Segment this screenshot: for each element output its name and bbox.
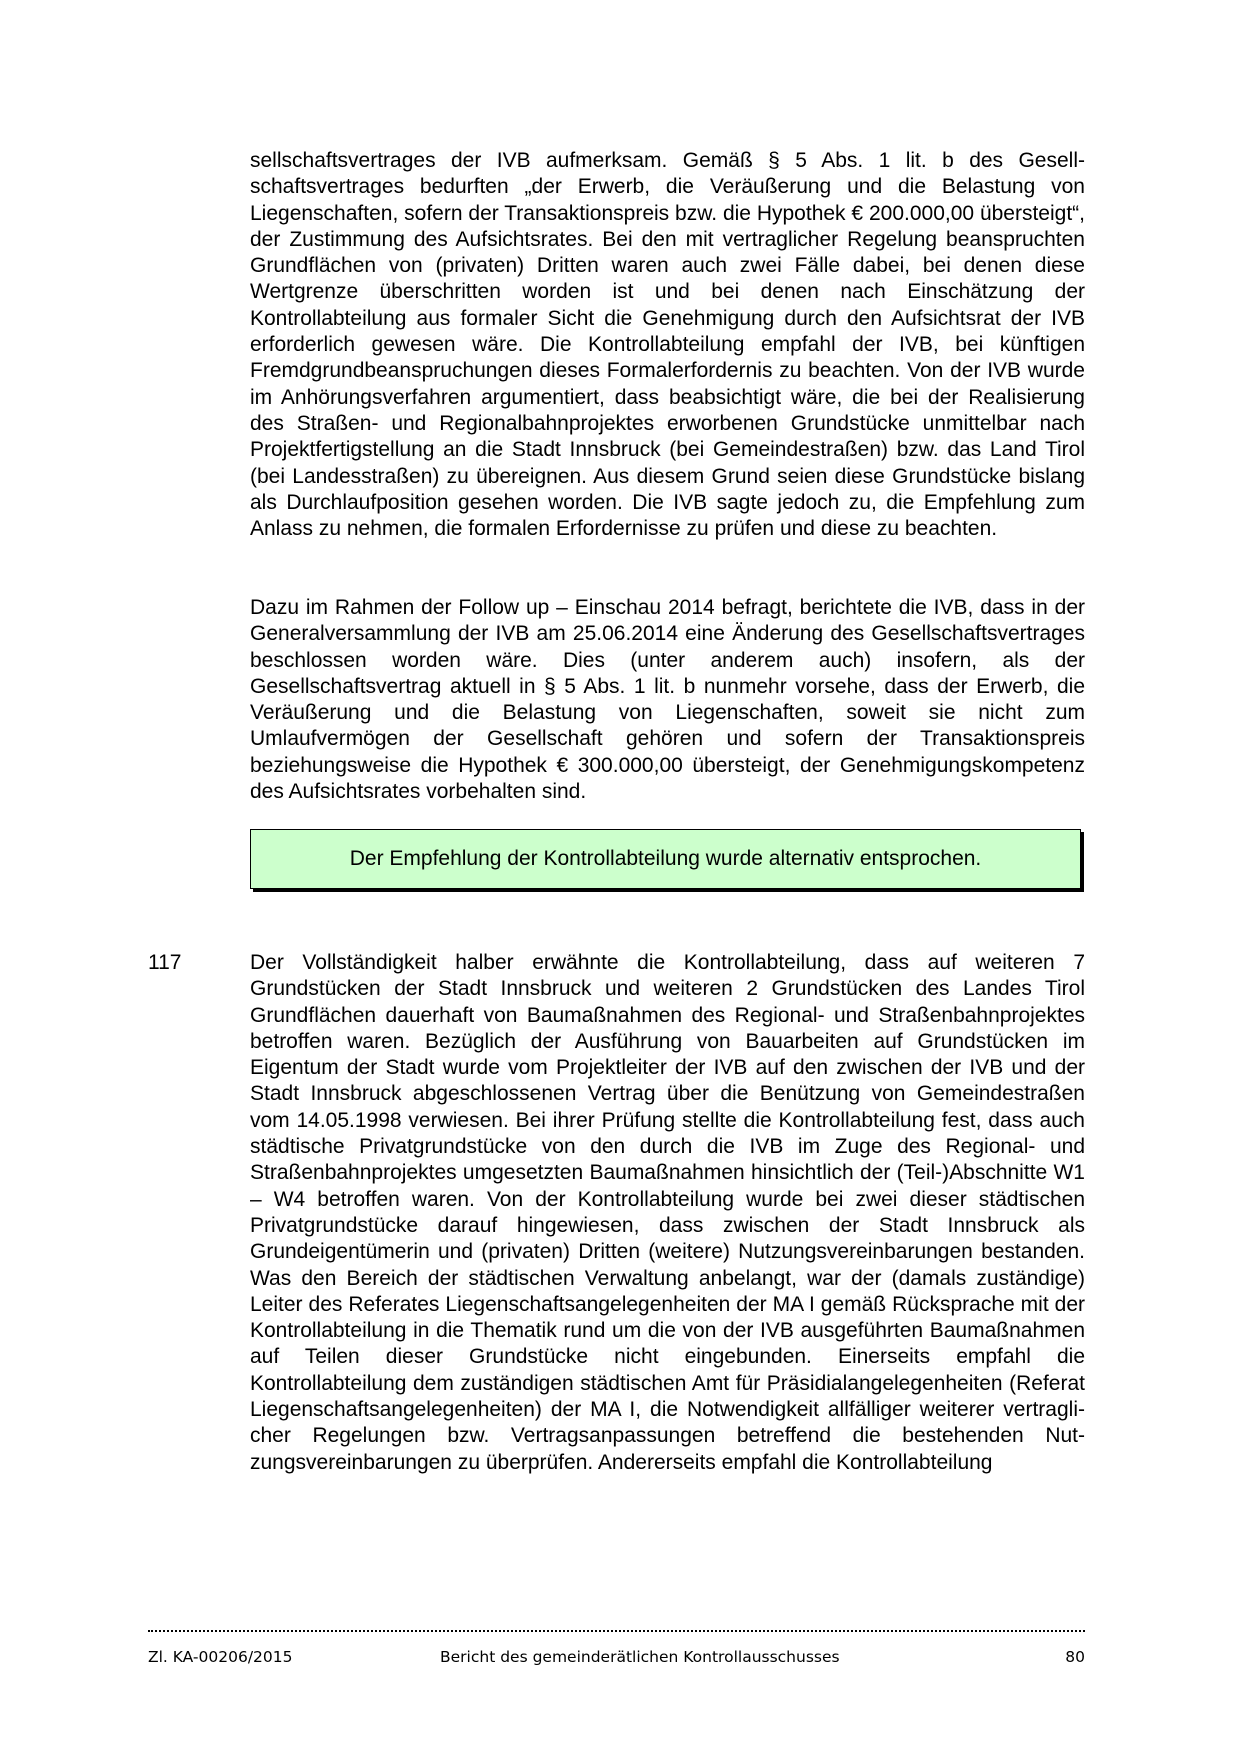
footer-divider [148, 1630, 1085, 1632]
page-number: 80 [1065, 1648, 1085, 1666]
footer-title: Bericht des gemeinderätlichen Kontrollausschusses [440, 1648, 840, 1666]
body-paragraph: Der Vollständigkeit halber erwähnte die Kontrollabteilung, dass auf weiteren 7 Grundstücken der Stadt Innsbruck und weiteren 2 Grundstücken des Landes Tirol Grundflächen dauerhaft von Baumaßnahmen des Regional- und Straßenbahnprojektes betroffen waren. Bezüglich der Ausführung von Bauarbeiten auf Grundstücken im Eigentum der Stadt wurde vom Projektleiter der IVB auf den zwischen der IVB und der Stadt Innsbruck abgeschlossenen Vertrag über die Benützung von Gemeindestraßen vom 14.05.1998 verwiesen. Bei ihrer Prüfung stellte die Kontrollabteilung fest, dass auch städtische Privatgrundstücke von den durch die IVB im Zuge des Regional- und Straßenbahnprojektes umgesetzten Baumaßnahmen hinsichtlich der (Teil-)Abschnitte W1 – W4 betroffen waren. Von der Kontrollabteilung wurde bei zwei dieser städtischen Privatgrundstücke darauf hingewiesen, dass zwischen der Stadt Innsbruck als Grundeigentümerin und (privaten) Dritten (weitere) Nutzungsvereinbarungen bestanden. Was den Bereich der städtischen Verwaltung anbelangt, war der (damals zuständige) Leiter des Referates Liegenschaftsangelegenheiten der MA I gemäß Rücksprache mit der Kontrollabteilung in die Thematik rund um die von der IVB ausgeführten Baumaßnahmen auf Teilen dieser Grundstücke nicht eingebunden. Einerseits empfahl die Kontrollabteilung dem zuständigen städtischen Amt für Präsidialangelegenheiten (Referat Liegenschaftsangelegenheiten) der MA I, die Notwendigkeit allfälliger weiterer vertraglicher Regelungen bzw. Vertragsanpassungen betreffend die bestehenden Nutzungsvereinbarungen zu überprüfen. Andererseits empfahl die Kontrollabteilung [250, 951, 1085, 1474]
body-paragraph: sellschaftsvertrages der IVB aufmerksam. Gemäß § 5 Abs. 1 lit. b des Gesellschaftsvertrages bedurften „der Erwerb, die Veräußerung und die Belastung von Liegenschaften, sofern der Transaktionspreis bzw. die Hypothek € 200.000,00 übersteigt“, der Zustimmung des Aufsichtsrates. Bei den mit vertraglicher Regelung beanspruchten Grundflächen von (privaten) Dritten waren auch zwei Fälle dabei, bei denen diese Wertgrenze überschritten worden ist und bei denen nach Einschätzung der Kontrollabteilung aus formaler Sicht die Genehmigung durch den Aufsichtsrat der IVB erforderlich gewesen wäre. Die Kontrollabteilung empfahl der IVB, bei künftigen Fremdgrundbeanspruchungen dieses Formalerfordernis zu beachten. Von der IVB wurde im Anhörungsverfahren argumentiert, dass beabsichtigt wäre, die bei der Realisierung des Straßen- und Regionalbahnprojektes erworbenen Grundstücke unmittelbar nach Projektfertigstellung an die Stadt Innsbruck (bei Gemeindestraßen) bzw. das Land Tirol (bei Landesstraßen) zu übereignen. Aus diesem Grund seien diese Grundstücke bislang als Durchlaufposition gesehen worden. Die IVB sagte jedoch zu, die Empfehlung zum Anlass zu nehmen, die formalen Erfordernisse zu prüfen und diese zu beachten. [250, 149, 1085, 541]
body-paragraph: Dazu im Rahmen der Follow up – Einschau 2014 befragt, berichtete die IVB, dass in der Generalversammlung der IVB am 25.06.2014 eine Änderung des Gesellschaftsvertrages beschlossen worden wäre. Dies (unter anderem auch) insofern, als der Gesellschaftsvertrag aktuell in § 5 Abs. 1 lit. b nunmehr vorsehe, dass der Erwerb, die Veräußerung und die Belastung von Liegenschaften, soweit sie nicht zum Umlaufvermögen der Gesellschaft gehören und sofern der Transaktionspreis beziehungsweise die Hypothek € 300.000,00 übersteigt, der Genehmigungskompetenz des Aufsichtsrates vorbehalten sind. [250, 596, 1085, 804]
recommendation-status-box [250, 829, 1081, 889]
footer-reference: Zl. KA-00206/2015 [148, 1648, 293, 1666]
recommendation-status-text: Der Empfehlung der Kontrollabteilung wurde alternativ entsprochen. [349, 847, 982, 870]
paragraph-number: 117 [148, 951, 182, 974]
